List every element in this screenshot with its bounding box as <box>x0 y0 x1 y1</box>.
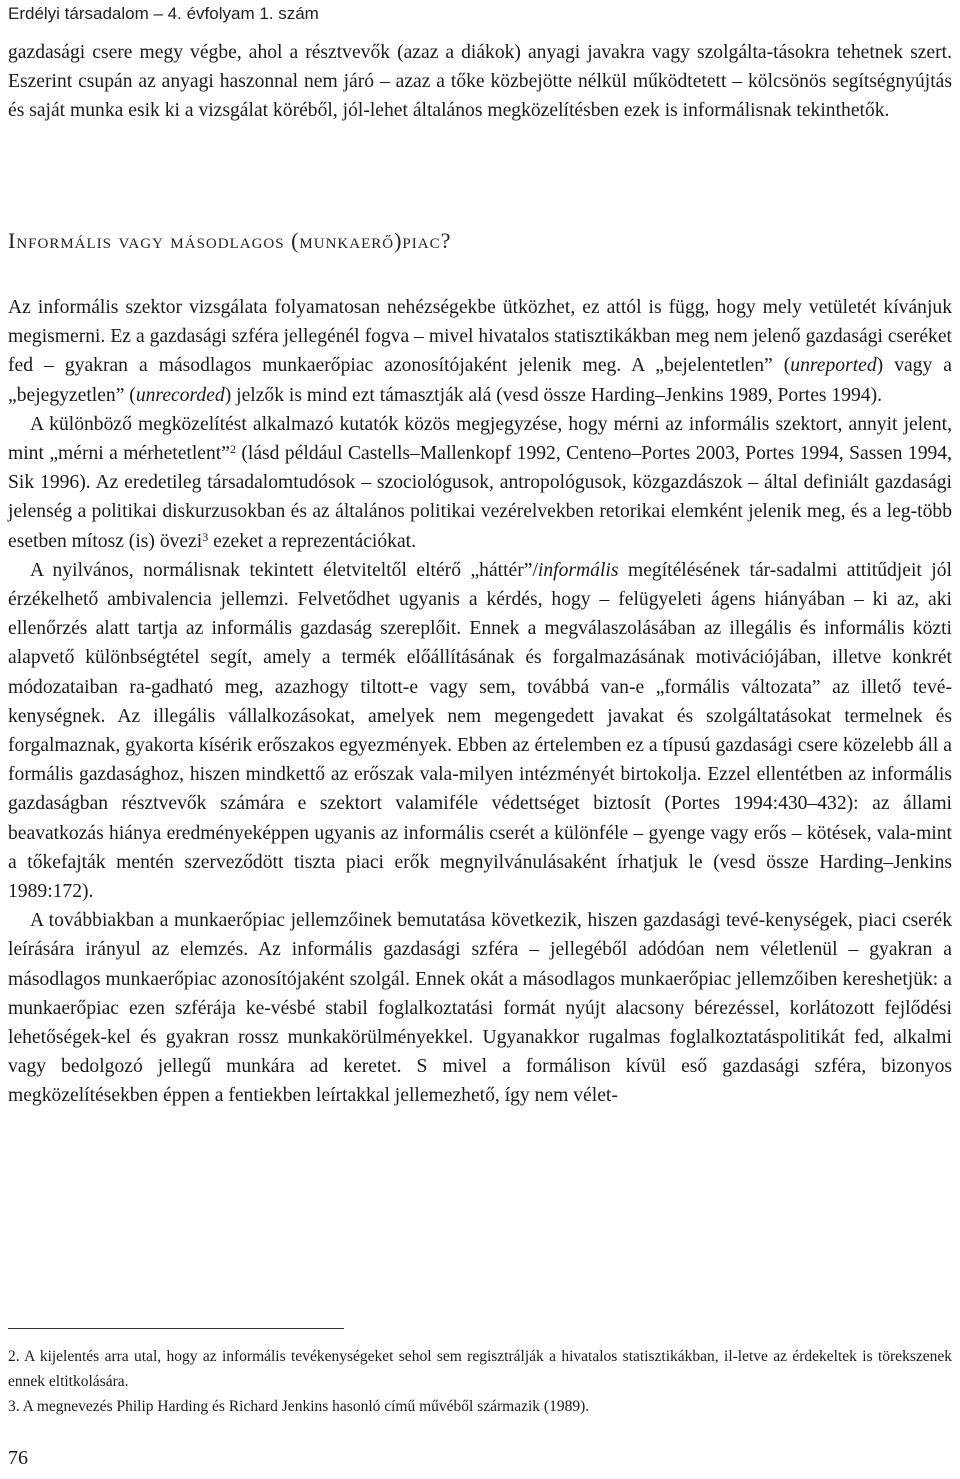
section-heading: Informális vagy másodlagos (munkaerő)piac? <box>8 228 452 253</box>
footnote-ref-3: 3 <box>202 529 209 544</box>
paragraph-1 <box>8 293 952 410</box>
paragraph-3-part-a: A nyilvános, normálisnak tekintett életviteltől eltérő „háttér”/ <box>30 559 538 581</box>
paragraph-1-italic-unreported: unreported <box>790 355 877 377</box>
paragraph-1-part-b: ) vagy a „bejegyzetlen” ( <box>8 355 952 406</box>
page-number: 76 <box>8 1447 28 1469</box>
main-text <box>8 293 952 1111</box>
paragraph-2-part-a: A különböző megközelítést alkalmazó kutatók közös megjegyzése, hogy mérni az informális szektort, annyit jelent, mint „mérni a mérhetetlent” <box>8 413 952 465</box>
paragraph-2-part-b: (lásd például Castells–Mallenkopf 1992, Centeno–Portes 2003, Portes 1994, Sassen 1994, Sik 1996). Az eredetileg társadalomtudósok – szociológusok, antropológusok, közgazdászok – által definiált gazdasági jelenség a politikai diskurzusokban és az általános politikai vezérelvekben retorikai elemként jelenik meg, és a leg-több esetben mítosz (is) övezi <box>8 443 952 552</box>
running-header: Erdélyi társadalom – 4. évfolyam 1. szám <box>8 4 319 23</box>
paragraph-1-italic-unrecorded: unrecorded <box>135 384 225 406</box>
intro-text: gazdasági csere megy végbe, ahol a résztvevők (azaz a diákok) anyagi javakra vagy szolgálta-tásokra tehetnek szert. Eszerint csupán az anyagi haszonnal nem járó – azaz a tőke közbejötte nélkül működtetett – kölcsönös segítségnyújtás és saját munka esik ki a vizsgálat köréből, jól-lehet általános megközelítésben ezek is informálisnak tekinthetők. <box>8 42 952 122</box>
footnote-ref-2: 2 <box>229 442 236 457</box>
paragraph-1-part-a: Az informális szektor vizsgálata folyamatosan nehézségekbe ütközhet, ez attól is függ, hogy mely vetületét kívánjuk megismerni. Ez a gazdasági szféra jellegénél fogva – mivel hivatalos statisztikákban meg nem jelenő gazdasági cseréket fed – gyakran a másodlagos munkaerőpiac azonosítójaként jelenik meg. A „bejelentetlen” ( <box>8 297 952 377</box>
paragraph-1-part-c: ) jelzők is mind ezt támasztják alá (vesd össze Harding–Jenkins 1989, Portes 1994). <box>224 384 883 406</box>
paragraph-3-italic: informális <box>537 559 619 581</box>
paragraph-2-part-c: ezeket a reprezentációkat. <box>208 530 417 552</box>
footnote-2: 2. A kijelentés arra utal, hogy az informális tevékenységeket sehol sem regisztrálják a hivatalos statisztikákban, il-letve az érdekeltek is törekszenek ennek eltitkolására. <box>8 1348 952 1390</box>
footnotes <box>8 1344 952 1419</box>
footnote-3: 3. A megnevezés Philip Harding és Richard Jenkins hasonló című művéből származik (1989). <box>8 1398 590 1415</box>
paragraph-3-part-b: megítélésének tár-sadalmi attitűdjeit jól érzékelhető ambivalencia jellemzi. Felvetődhet ugyanis a kérdés, hogy – felügyeleti ágens hiányában – ki az, aki ellenőrzés alatt tartja az informális gazdaság szereplőit. Ennek a megválaszolásában az illegális és informális közti alapvető különbségtétel segít, amely a termék előállításának és forgalmazásának motivációjában, illetve konkrét módozataiban ra-gadható meg, azazhogy tiltott-e vagy sem, továbbá van-e „formális változata” az illető tevé-kenységnek. Az illegális vállalkozásokat, amelyek nem megengedett javakat és szolgáltatásokat termelnek és forgalmaznak, gyakorta kísérik erőszakos egyezmények. Ebben az értelemben ez a típusú gazdasági csere közelebb áll a formális gazdasághoz, hiszen mindkettő az erőszak vala-milyen intézményét birtokolja. Ezzel ellentétben az informális gazdaságban résztvevők számára e szektort valamiféle védettséget biztosít (Portes 1994:430–432): az állami beavatkozás hiánya eredményeképpen ugyanis az informális cserét a különféle – gyenge vagy erős – kötések, vala-mint a tőkefajták mentén szerveződött tiszta piaci erők megnyilvánulásaként írhatjuk le (vesd össze Harding–Jenkins 1989:172). <box>8 559 952 903</box>
paragraph-4: A továbbiakban a munkaerőpiac jellemzőinek bemutatása következik, hiszen gazdasági tevé-kenységek, piaci cserék leírására irányul az elemzés. Az informális gazdasági szféra – jellegéből adódóan nem véletlenül – gyakran a másodlagos munkaerőpiac azonosítójaként szolgál. Ennek okát a másodlagos munkaerőpiac jellemzőiben kereshetjük: a munkaerőpiac ezen szférája ke-vésbé stabil foglalkoztatási formát nyújt alacsony bérezéssel, korlátozott fejlődési lehetőségek-kel és gyakran rossz munkakörülményekkel. Ugyanakkor rugalmas foglalkoztatáspolitikát fed, alkalmi vagy bedolgozó jellegű munkára ad keretet. S mivel a formálison kívül eső gazdasági szféra, bizonyos megközelítésekben éppen a fentiekben leírtakkal jellemezhető, így nem vélet- <box>8 910 952 1107</box>
paragraph-3 <box>8 556 952 906</box>
intro-paragraph <box>8 38 952 126</box>
footnote-divider <box>8 1328 344 1329</box>
paragraph-2 <box>8 410 952 556</box>
